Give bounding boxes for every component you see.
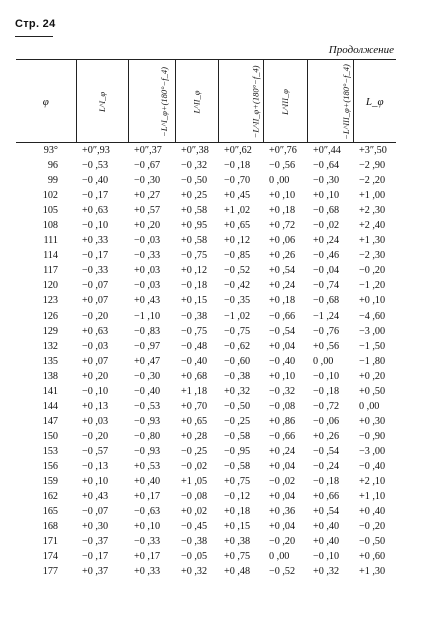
value-cell: +2 ,40 [359,220,386,232]
value-cell: 0 ,00 [269,175,290,187]
table-row [16,293,396,308]
table-header-row [16,60,396,143]
value-cell: +0 ,40 [313,521,340,533]
value-cell: +0 ,10 [134,521,161,533]
value-cell: −1 ,24 [313,310,340,322]
value-cell: −0 ,03 [82,340,109,352]
value-cell: +0 ,12 [224,235,251,247]
value-cell: +0 ,28 [181,430,208,442]
table-row [16,278,396,293]
table-row [16,429,396,444]
value-cell: −0 ,53 [134,400,161,412]
phi-cell: 123 [42,295,58,307]
value-cell: +1 ,10 [359,491,386,503]
table-row [16,233,396,248]
value-cell: +0 ,32 [224,385,251,397]
value-cell: −0 ,93 [134,415,161,427]
data-table [16,59,396,579]
value-cell: −0 ,18 [313,476,340,488]
value-cell: −0 ,40 [134,385,161,397]
value-cell: −0 ,03 [134,280,161,292]
phi-cell: 165 [42,506,58,518]
phi-cell: 141 [42,385,58,397]
value-cell: +0 ,40 [313,536,340,548]
value-cell: +0 ,03 [82,415,109,427]
value-cell: −0 ,90 [359,430,386,442]
phi-cell: 102 [42,190,58,202]
value-cell: −0 ,64 [313,160,340,172]
value-cell: +0 ,33 [134,566,161,578]
value-cell: +1 ,18 [181,385,208,397]
value-cell: −0 ,50 [359,536,386,548]
value-cell: −0 ,83 [134,325,161,337]
value-cell: −3 ,00 [359,445,386,457]
value-cell: −0 ,10 [82,385,109,397]
phi-cell: 150 [42,430,58,442]
phi-cell: 171 [42,536,58,548]
table-row [16,459,396,474]
table-row [16,549,396,564]
value-cell: +0 ,58 [181,205,208,217]
value-cell: +0 ,58 [181,235,208,247]
table-row [16,534,396,549]
value-cell: −0 ,50 [181,175,208,187]
value-cell: −0 ,42 [224,280,251,292]
table-row [16,474,396,489]
phi-cell: 159 [42,476,58,488]
value-cell: +0 ,10 [269,190,296,202]
value-cell: −0 ,40 [181,355,208,367]
value-cell: −0 ,56 [269,160,296,172]
value-cell: +0 ,65 [224,220,251,232]
value-cell: +0 ,27 [134,190,161,202]
value-cell: +0 ,20 [359,370,386,382]
value-cell: −0 ,20 [82,430,109,442]
table-row [16,263,396,278]
value-cell: +0 ,70 [181,400,208,412]
phi-cell: 114 [43,250,58,262]
header-neg-l2-correction: −L^II_φ+(180°−f_4) [218,60,263,143]
value-cell: +0 ,20 [134,220,161,232]
phi-cell: 108 [42,220,58,232]
value-cell: −0 ,53 [82,160,109,172]
phi-cell: 147 [42,415,58,427]
phi-cell: 96 [47,160,58,172]
value-cell: −0 ,18 [181,280,208,292]
value-cell: −0 ,17 [82,190,109,202]
value-cell: −0 ,38 [224,370,251,382]
table-row [16,414,396,429]
value-cell: +0 ,26 [269,250,296,262]
header-neg-l3-correction: −L^III_φ+(180°−f_4) [307,60,353,143]
value-cell: +0 ,20 [82,370,109,382]
value-cell: +0 ,32 [313,566,340,578]
value-cell: −1 ,20 [359,280,386,292]
phi-cell: 93° [43,145,58,157]
table-row [16,519,396,534]
phi-cell: 129 [42,325,58,337]
value-cell: −0 ,30 [313,175,340,187]
table-row [16,173,396,188]
value-cell: −2 ,90 [359,160,386,172]
phi-cell: 99 [47,175,58,187]
value-cell: −0 ,12 [224,491,251,503]
phi-cell: 111 [43,235,58,247]
value-cell: +0 ,43 [134,295,161,307]
value-cell: −3 ,00 [359,325,386,337]
value-cell: −0 ,18 [313,385,340,397]
value-cell: +0 ,30 [82,521,109,533]
value-cell: +0 ,66 [313,491,340,503]
value-cell: −0 ,72 [313,400,340,412]
value-cell: −0 ,68 [313,295,340,307]
phi-cell: 120 [42,280,58,292]
value-cell: +3″,50 [359,145,387,157]
phi-cell: 105 [42,205,58,217]
value-cell: +0 ,02 [181,506,208,518]
value-cell: −0 ,20 [359,265,386,277]
value-cell: +0 ,18 [224,506,251,518]
phi-cell: 144 [42,400,58,412]
value-cell: 0 ,00 [313,355,334,367]
value-cell: −0 ,10 [313,551,340,563]
value-cell: −0 ,33 [134,250,161,262]
value-cell: +1 ,02 [224,205,251,217]
value-cell: −4 ,60 [359,310,386,322]
value-cell: −0 ,20 [269,536,296,548]
table-row [16,158,396,173]
value-cell: +0 ,07 [82,295,109,307]
value-cell: +0 ,75 [224,476,251,488]
value-cell: +0 ,12 [181,265,208,277]
value-cell: +0 ,15 [181,295,208,307]
value-cell: +0 ,30 [359,415,386,427]
value-cell: −0 ,32 [269,385,296,397]
value-cell: −0 ,37 [82,536,109,548]
value-cell: −1 ,80 [359,355,386,367]
table-row [16,188,396,203]
value-cell: +0 ,38 [224,536,251,548]
value-cell: −0 ,30 [134,370,161,382]
value-cell: +0 ,18 [269,205,296,217]
value-cell: −0 ,17 [82,250,109,262]
value-cell: +0 ,45 [224,190,251,202]
value-cell: +0″,76 [269,145,297,157]
phi-cell: 168 [42,521,58,533]
table-row [16,504,396,519]
value-cell: +1 ,30 [359,566,386,578]
value-cell: +0 ,17 [134,491,161,503]
value-cell: +0 ,54 [269,265,296,277]
table-row [16,203,396,218]
value-cell: −0 ,48 [181,340,208,352]
header-l1: L^I_φ [76,60,128,143]
value-cell: −0 ,85 [224,250,251,262]
value-cell: −0 ,07 [82,506,109,518]
value-cell: −0 ,45 [181,521,208,533]
value-cell: +0 ,04 [269,491,296,503]
value-cell: −0 ,25 [181,445,208,457]
value-cell: −0 ,70 [224,175,251,187]
phi-cell: 156 [42,461,58,472]
header-rule [15,36,53,37]
value-cell: −0 ,38 [181,310,208,322]
value-cell: +0 ,17 [134,551,161,563]
value-cell: −0 ,02 [181,461,208,472]
value-cell: +0 ,04 [269,521,296,533]
table-row [16,309,396,324]
value-cell: +0 ,40 [359,506,386,518]
value-cell: −0 ,06 [313,415,340,427]
value-cell: +0 ,37 [82,566,109,578]
header-l-total: L_φ [353,60,396,143]
value-cell: −0 ,10 [313,370,340,382]
table-row [16,399,396,414]
value-cell: −0 ,58 [224,461,251,472]
value-cell: +0 ,25 [181,190,208,202]
header-l3: L^III_φ [263,60,307,143]
value-cell: −0 ,66 [269,430,296,442]
value-cell: −0 ,40 [269,355,296,367]
phi-cell: 162 [42,491,58,503]
value-cell: −0 ,74 [313,280,340,292]
value-cell: 0 ,00 [359,400,380,412]
value-cell: +0 ,75 [224,551,251,563]
value-cell: −0 ,07 [82,280,109,292]
value-cell: +0 ,33 [82,235,109,247]
value-cell: +0 ,54 [313,506,340,518]
value-cell: −0 ,66 [269,310,296,322]
value-cell: −0 ,02 [269,476,296,488]
table-row [16,248,396,263]
table-row [16,564,396,579]
phi-cell: 153 [42,445,58,457]
table-row [16,444,396,459]
value-cell: −0 ,30 [134,175,161,187]
value-cell: +0 ,06 [269,235,296,247]
value-cell: −0 ,10 [82,220,109,232]
value-cell: −0 ,46 [313,250,340,262]
value-cell: −0 ,02 [313,220,340,232]
value-cell: +1 ,30 [359,235,386,247]
value-cell: +0 ,10 [313,190,340,202]
value-cell: +0 ,63 [82,205,109,217]
value-cell: +0″,38 [181,145,209,157]
value-cell: −0 ,62 [224,340,251,352]
value-cell: +0 ,53 [134,461,161,472]
value-cell: −0 ,08 [181,491,208,503]
value-cell: −0 ,75 [224,325,251,337]
value-cell: −0 ,20 [359,521,386,533]
value-cell: −2 ,20 [359,175,386,187]
value-cell: +0 ,04 [269,461,296,472]
value-cell: +0 ,40 [134,476,161,488]
value-cell: −0 ,58 [224,430,251,442]
value-cell: +0 ,36 [269,506,296,518]
value-cell: +0″,93 [82,145,110,157]
value-cell: −0 ,33 [82,265,109,277]
value-cell: −0 ,35 [224,295,251,307]
value-cell: +0 ,56 [313,340,340,352]
table-row [16,143,396,159]
value-cell: −0 ,52 [224,265,251,277]
value-cell: +0 ,57 [134,205,161,217]
value-cell: −0 ,40 [82,175,109,187]
value-cell: −0 ,75 [181,250,208,262]
phi-cell: 177 [42,566,58,578]
value-cell: −0 ,13 [82,461,109,472]
value-cell: −0 ,95 [224,445,251,457]
value-cell: +0 ,63 [82,325,109,337]
value-cell: +0 ,43 [82,491,109,503]
value-cell: −1 ,10 [134,310,161,322]
value-cell: −0 ,24 [313,461,340,472]
value-cell: −0 ,54 [313,445,340,457]
value-cell: −0 ,76 [313,325,340,337]
value-cell: −0 ,68 [313,205,340,217]
value-cell: +0 ,26 [313,430,340,442]
value-cell: +0″,37 [134,145,162,157]
value-cell: −0 ,57 [82,445,109,457]
value-cell: +0 ,68 [181,370,208,382]
value-cell: −0 ,67 [134,160,161,172]
value-cell: −0 ,32 [181,160,208,172]
value-cell: +0 ,95 [181,220,208,232]
value-cell: +0″,62 [224,145,252,157]
value-cell: −0 ,63 [134,506,161,518]
value-cell: −2 ,30 [359,250,386,262]
value-cell: −0 ,17 [82,551,109,563]
value-cell: −0 ,18 [224,160,251,172]
phi-cell: 174 [42,551,58,563]
value-cell: −0 ,40 [359,461,386,472]
continuation-label: Продолжение [328,44,394,56]
phi-cell: 138 [42,370,58,382]
header-l2: L^II_φ [175,60,218,143]
value-cell: 0 ,00 [269,551,290,563]
value-cell: −0 ,52 [269,566,296,578]
value-cell: +0 ,03 [134,265,161,277]
value-cell: +0 ,72 [269,220,296,232]
value-cell: −0 ,04 [313,265,340,277]
value-cell: +0 ,10 [269,370,296,382]
table-row [16,384,396,399]
value-cell: +0 ,47 [134,355,161,367]
value-cell: −1 ,02 [224,310,251,322]
value-cell: +0 ,24 [269,280,296,292]
table-row [16,339,396,354]
value-cell: +0 ,13 [82,400,109,412]
value-cell: −0 ,05 [181,551,208,563]
value-cell: −0 ,33 [134,536,161,548]
value-cell: −1 ,50 [359,340,386,352]
value-cell: +0 ,65 [181,415,208,427]
value-cell: +0 ,24 [313,235,340,247]
value-cell: +0″,44 [313,145,341,157]
value-cell: −0 ,80 [134,430,161,442]
value-cell: −0 ,93 [134,445,161,457]
value-cell: +0 ,15 [224,521,251,533]
value-cell: +0 ,10 [359,295,386,307]
phi-cell: 132 [42,340,58,352]
table-row [16,218,396,233]
value-cell: +0 ,48 [224,566,251,578]
header-phi: φ [16,60,76,143]
value-cell: +0 ,10 [82,476,109,488]
value-cell: +2 ,30 [359,205,386,217]
value-cell: +0 ,24 [269,445,296,457]
value-cell: −0 ,20 [82,310,109,322]
value-cell: −0 ,08 [269,400,296,412]
table-row [16,369,396,384]
value-cell: +0 ,86 [269,415,296,427]
value-cell: −0 ,03 [134,235,161,247]
value-cell: +0 ,04 [269,340,296,352]
value-cell: +0 ,32 [181,566,208,578]
header-neg-l1-correction: −L^I_φ+(180°−f_4) [128,60,175,143]
value-cell: −0 ,38 [181,536,208,548]
value-cell: −0 ,75 [181,325,208,337]
value-cell: +0 ,18 [269,295,296,307]
value-cell: +0 ,60 [359,551,386,563]
value-cell: −0 ,60 [224,355,251,367]
phi-cell: 135 [42,355,58,367]
phi-cell: 126 [42,310,58,322]
table-row [16,489,396,504]
value-cell: +1 ,00 [359,190,386,202]
table-row [16,354,396,369]
table-row [16,324,396,339]
table-body [16,143,396,580]
value-cell: +1 ,05 [181,476,208,488]
value-cell: +2 ,10 [359,476,386,488]
value-cell: −0 ,97 [134,340,161,352]
value-cell: −0 ,25 [224,415,251,427]
page-label: Стр. 24 [15,18,56,30]
value-cell: +0 ,50 [359,385,386,397]
phi-cell: 117 [43,265,58,277]
value-cell: +0 ,07 [82,355,109,367]
value-cell: −0 ,50 [224,400,251,412]
value-cell: −0 ,54 [269,325,296,337]
